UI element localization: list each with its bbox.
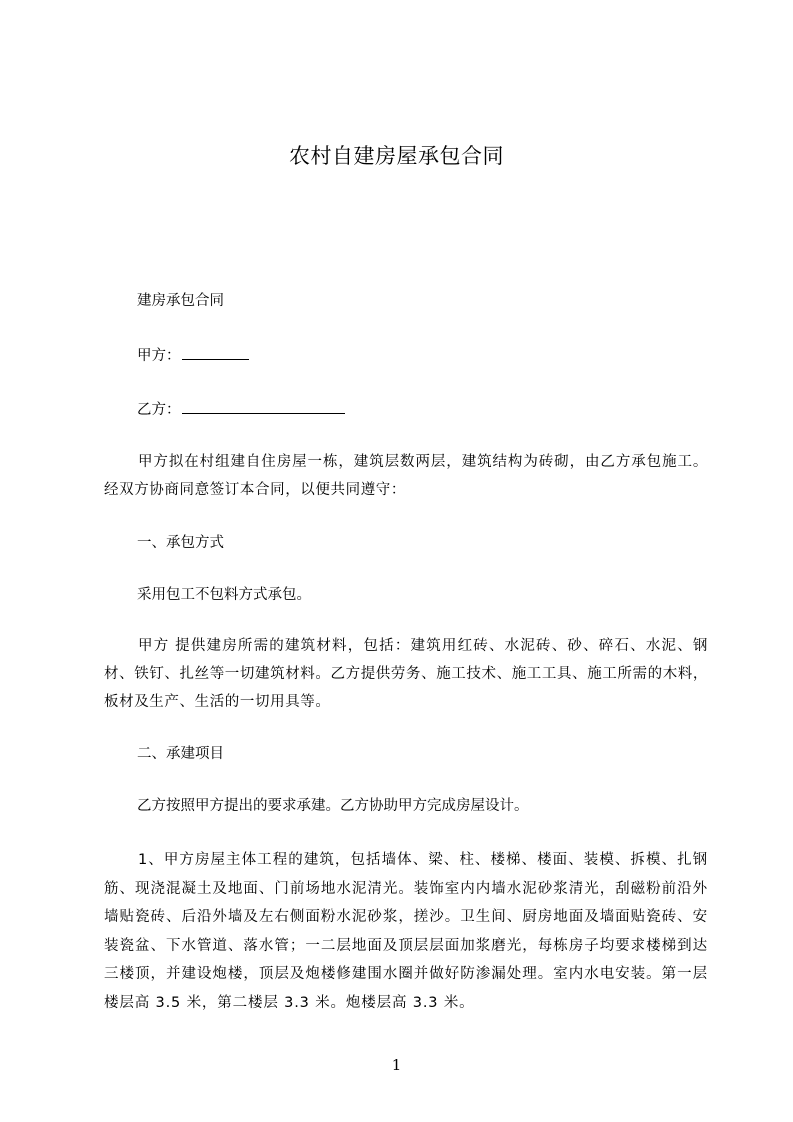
party-a-line — [137, 344, 249, 367]
party-b-label: 乙方： — [137, 402, 181, 418]
party-b-line — [137, 398, 345, 421]
intro-paragraph: 甲方拟在村组建自住房屋一栋，建筑层数两层，建筑结构为砖砌，由乙方承包施工。经双方协商同意签订本合同，以便共同遵守： — [104, 454, 708, 498]
party-a-label: 甲方： — [137, 348, 181, 364]
document-title: 农村自建房屋承包合同 — [289, 144, 504, 168]
party-b-blank — [182, 398, 345, 414]
section-2-heading: 二、承建项目 — [137, 746, 224, 762]
section-1-heading: 一、承包方式 — [137, 535, 224, 551]
page-number: 1 — [391, 1056, 402, 1074]
contract-subtitle: 建房承包合同 — [137, 293, 224, 309]
party-a-blank — [182, 344, 249, 360]
section-1-paragraph-1: 采用包工不包料方式承包。 — [137, 587, 311, 603]
section-1-paragraph-2: 甲方 提供建房所需的建筑材料，包括：建筑用红砖、水泥砖、砂、碎石、水泥、钢材、铁钉、扎丝等一切建筑材料。乙方提供劳务、施工技术、施工工具、施工所需的木料，板材及生产、生活的一切用具等。 — [104, 638, 708, 710]
section-2-paragraph-1: 乙方按照甲方提出的要求承建。乙方协助甲方完成房屋设计。 — [137, 798, 529, 814]
section-2-item-1: 1、甲方房屋主体工程的建筑，包括墙体、梁、柱、楼梯、楼面、装模、拆模、扎钢筋、现浇混凝土及地面、门前场地水泥清光。装饰室内内墙水泥砂浆清光，刮磁粉前沿外墙贴瓷砖、后沿外墙及左右侧面粉水泥砂浆，搓沙。卫生间、厨房地面及墙面贴瓷砖、安装瓷盆、下水管道、落水管；一二层地面及顶层层面加浆磨光，每栋房子均要求楼梯到达三楼顶，并建设炮楼，顶层及炮楼修建围水圈并做好防渗漏处理。室内水电安装。第一层楼层高 3.5 米，第二楼层 3.3 米。炮楼层高 3.3 米。 — [104, 852, 708, 1011]
